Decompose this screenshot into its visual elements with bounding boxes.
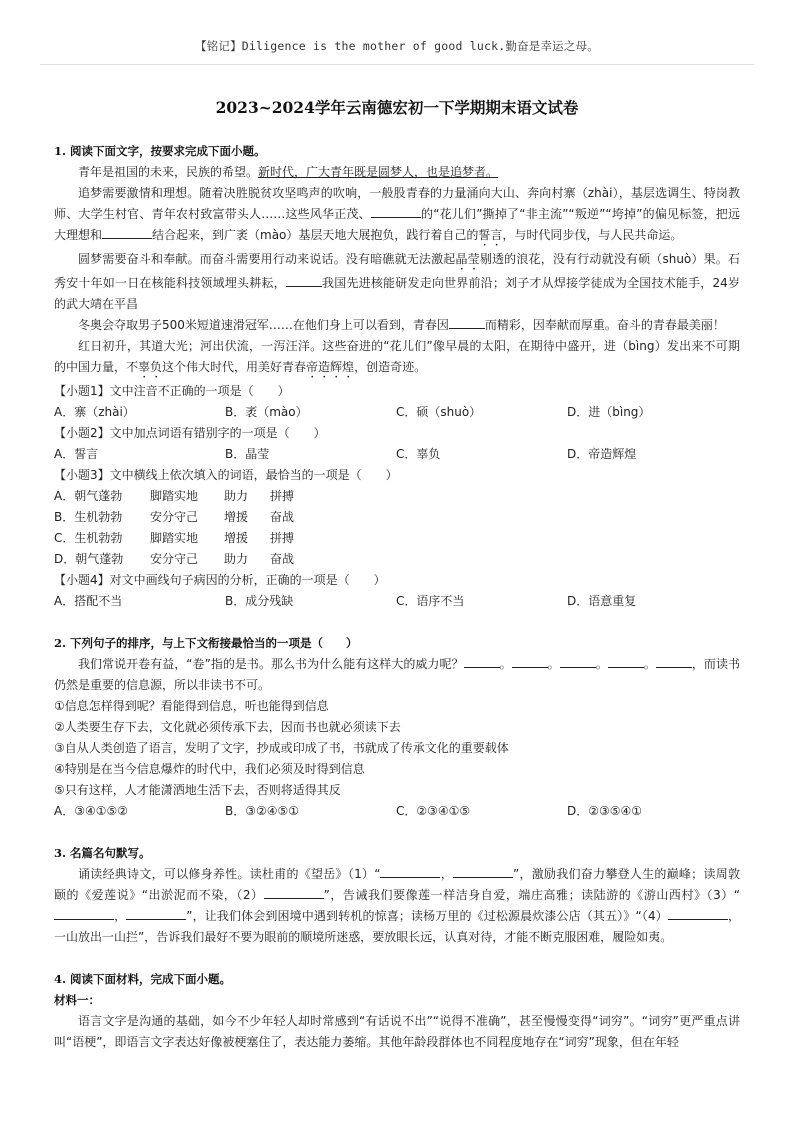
question-1 — [54, 141, 740, 612]
q1-passage-paragraph — [54, 249, 740, 315]
option-word: 增援 — [224, 531, 249, 545]
q3-text: 诵读经典诗文，可以修身养性。读杜甫的《望岳》（1）“ — [78, 867, 381, 881]
subquestion-2-options — [54, 444, 740, 465]
q1-p4-text: 而精彩，因奉献而厚重。奋斗的青春最美丽！ — [484, 318, 725, 332]
option-word: C．生机勃勃 — [54, 531, 123, 545]
q1-p3-text: 我国先进核能研发走向世界前沿；刘子才从焊接学徒成为全国技术能手，24岁的武大靖在平昌 — [54, 276, 740, 311]
q1-passage-paragraph — [54, 162, 740, 183]
option-word: D．朝气蓬勃 — [54, 552, 124, 566]
option-d[interactable]: D．语意重复 — [567, 594, 637, 608]
option-word: 助力 — [224, 489, 249, 503]
sentence-item-4: ④特别是在当今信息爆炸的时代中，我们必须及时得到信息 — [54, 762, 365, 776]
q2-p1-text: 我们常说开卷有益，“卷”指的是书。那么书为什么能有这样大的威力呢？ — [78, 657, 464, 671]
option-b[interactable]: B．成分残缺 — [225, 594, 294, 608]
sentence-item-2: ②人类要生存下去，文化就必须传承下去，因而书也就必须读下去 — [54, 720, 401, 734]
option-d[interactable]: D．②③⑤④① — [567, 804, 643, 818]
q1-p2-text: 追梦需要激情和理想。随着决胜脱贫攻坚鸣声的吹响，一般股青春的力量涌向大山、奔向村寨（zhài），基层选调生、特岗教师、大学生村官、青年农村致富带头人……这些风华正茂、 — [54, 186, 740, 221]
fill-blank — [560, 655, 596, 668]
sentence-item-5: ⑤只有这样，人才能潇洒地生活下去，否则将适得其反 — [54, 783, 341, 797]
dotted-word: 辜负 — [138, 360, 163, 374]
dotted-word: 晶莹 — [455, 252, 480, 266]
q1-p2-text: ，与时代同步伐，与人民共命运。 — [502, 228, 683, 242]
question-4-title: 4. 阅读下面材料，完成下面小题。 — [54, 972, 232, 986]
option-b[interactable]: B．③②④⑤① — [225, 804, 300, 818]
option-a[interactable]: A．搭配不当 — [54, 594, 123, 608]
fill-blank — [264, 886, 324, 899]
fill-blank — [380, 865, 440, 878]
subquestion-4-options — [54, 591, 740, 612]
option-word: 安分守己 — [150, 510, 199, 524]
q2-passage-paragraph — [54, 654, 740, 696]
separator: 。 — [595, 657, 608, 671]
option-word: 拼搏 — [270, 489, 295, 503]
header-divider — [40, 64, 754, 65]
option-word: 安分守己 — [150, 552, 199, 566]
q1-p3-text: 剔透的浪花，没有行动就没有硕（shuò）果。石秀安十年如一日在核能科技领域埋头耕耘， — [54, 252, 740, 290]
q1-underlined-sentence: 新时代，广大青年既是圆梦人，也是追梦者。 — [258, 165, 499, 179]
option-word: B．生机勃勃 — [54, 510, 123, 524]
option-word: A．朝气蓬勃 — [54, 489, 123, 503]
q1-p2-text: 的“花儿们”撕掉了“非主流”“叛逆”“垮掉”的偏见标签，把远大理想和 — [54, 207, 740, 242]
subquestion-3-stem: 【小题3】文中横线上依次填入的词语，最恰当的一项是（ ） — [54, 468, 398, 482]
subquestion-1-options — [54, 402, 740, 423]
fill-blank — [464, 655, 500, 668]
dotted-word: 誓言 — [478, 228, 503, 242]
separator: 。 — [499, 657, 512, 671]
q3-text: ”，让我们体会到困境中遇到转机的惊喜；读杨万里的《过松源晨炊漆公店（其五）》“（4） — [186, 909, 668, 923]
q1-p3-text: 圆梦需要奋斗和奉献。而奋斗需要用行动来说话。没有暗礁就无法激起 — [78, 252, 456, 266]
option-b[interactable] — [54, 507, 740, 528]
fill-blank — [102, 226, 152, 239]
separator: 。 — [547, 657, 560, 671]
option-d[interactable]: D．进（bìng） — [567, 405, 651, 419]
fill-blank — [449, 316, 485, 329]
option-word: 增援 — [224, 510, 249, 524]
q3-text: ， — [440, 867, 453, 881]
dotted-word: 帝造辉煌 — [306, 360, 355, 374]
option-word: 奋战 — [270, 552, 295, 566]
fill-blank — [453, 865, 513, 878]
option-c[interactable]: C．辜负 — [396, 447, 441, 461]
fill-blank — [126, 907, 186, 920]
option-b[interactable]: B．袤（mào） — [225, 405, 308, 419]
question-2-title: 2. 下列句子的排序，与上下文衔接最恰当的一项是（ ） — [54, 636, 358, 650]
option-b[interactable]: B．晶莹 — [225, 447, 270, 461]
q1-passage-paragraph — [54, 336, 740, 381]
option-word: 拼搏 — [270, 531, 295, 545]
q1-p5-text: 这个伟大时代，用美好青春 — [162, 360, 307, 374]
question-2-options — [54, 801, 740, 822]
q1-p5-text: ，创造奇迹。 — [354, 360, 427, 374]
q3-text: ”，激励我们奋力攀登人生的巅峰；读周敦颐的《爱莲说》“出淤泥而不染，（2） — [54, 867, 740, 902]
separator: 。 — [643, 657, 656, 671]
page-title: 2023~2024学年云南德宏初一下学期期末语文试卷 — [215, 98, 579, 117]
option-a[interactable]: A．寨（zhài） — [54, 405, 135, 419]
question-4 — [54, 969, 740, 1053]
q1-p5-text: 红日初升，其道大光；河出伏流，一泻汪洋。这些奋进的“花儿们”像早晨的太阳，在期待中盛开，进（bìng）发出来不可期的中国力量，不 — [54, 339, 740, 374]
fill-blank — [286, 274, 322, 287]
fill-blank — [371, 205, 421, 218]
fill-blank — [656, 655, 692, 668]
q3-text: ”，告诫我们要像莲一样洁身自爱，端庄高雅；读陆游的《游山西村》（3）“ — [323, 888, 740, 902]
option-word: 脚踏实地 — [150, 489, 199, 503]
question-2 — [54, 633, 740, 822]
q1-p4-text: 冬奥会夺取男子500米短道速滑冠军……在他们身上可以看到，青春因 — [78, 318, 449, 332]
fill-blank — [512, 655, 548, 668]
option-d[interactable] — [54, 549, 740, 570]
q3-passage-paragraph — [54, 864, 740, 948]
option-d[interactable]: D．帝造辉煌 — [567, 447, 637, 461]
q3-text: ，一山放出一山拦”，告诉我们最好不要为眼前的顺境所迷惑，要放眼长远，认真对待，才能不断克服困难，履险如夷。 — [54, 909, 740, 944]
q1-p1-text: 青年是祖国的未来，民族的希望。 — [78, 165, 259, 179]
option-c[interactable] — [54, 528, 740, 549]
q2-p1-text: ，而读书仍然是重要的信息源，所以非读书不可。 — [54, 657, 740, 692]
option-c[interactable]: C．②③④①⑤ — [396, 804, 471, 818]
option-a[interactable]: A．誓言 — [54, 447, 99, 461]
option-c[interactable]: C．语序不当 — [396, 594, 465, 608]
sentence-item-1: ①信息怎样得到呢？看能得到信息，听也能得到信息 — [54, 699, 329, 713]
option-word: 脚踏实地 — [150, 531, 199, 545]
fill-blank — [668, 907, 728, 920]
q3-text: ， — [114, 909, 127, 923]
fill-blank — [54, 907, 114, 920]
question-3-title: 3. 名篇名句默写。 — [54, 846, 151, 860]
q4-material-paragraph: 语言文字是沟通的基础，如今不少年轻人却时常感到“有话说不出”“说得不准确”，甚至慢慢变得“词穷”。“词穷”更严重点讲叫“语梗”，即语言文字表达好像被梗塞住了，表达能力萎缩。其他年龄段群体也不同程度地存在“词穷”现象，但在年轻 — [54, 1014, 740, 1049]
option-a[interactable]: A．③④①⑤② — [54, 804, 128, 818]
option-c[interactable]: C．硕（shuò） — [396, 405, 482, 419]
page-header-motto: 【铭记】Diligence is the mother of good luck.勤奋是幸运之母。 — [195, 39, 599, 53]
sentence-item-3: ③自从人类创造了语言，发明了文字，抄成或印成了书，书就成了传承文化的重要载体 — [54, 741, 509, 755]
question-1-title: 1. 阅读下面文字，按要求完成下面小题。 — [54, 144, 266, 158]
q1-passage-paragraph — [54, 315, 740, 336]
material-1-label: 材料一： — [54, 993, 100, 1007]
fill-blank — [608, 655, 644, 668]
subquestion-4-stem: 【小题4】对文中画线句子病因的分析，正确的一项是（ ） — [54, 573, 386, 587]
option-word: 助力 — [224, 552, 249, 566]
subquestion-1-stem: 【小题1】文中注音不正确的一项是（ ） — [54, 384, 290, 398]
q1-passage-paragraph — [54, 183, 740, 249]
option-a[interactable] — [54, 486, 740, 507]
question-3 — [54, 843, 740, 948]
subquestion-2-stem: 【小题2】文中加点词语有错别字的一项是（ ） — [54, 426, 326, 440]
option-word: 奋战 — [270, 510, 295, 524]
exam-content — [54, 141, 740, 1053]
q1-p2-text: 结合起来，到广袤（mào）基层天地大展抱负，践行着自己的 — [152, 228, 479, 242]
